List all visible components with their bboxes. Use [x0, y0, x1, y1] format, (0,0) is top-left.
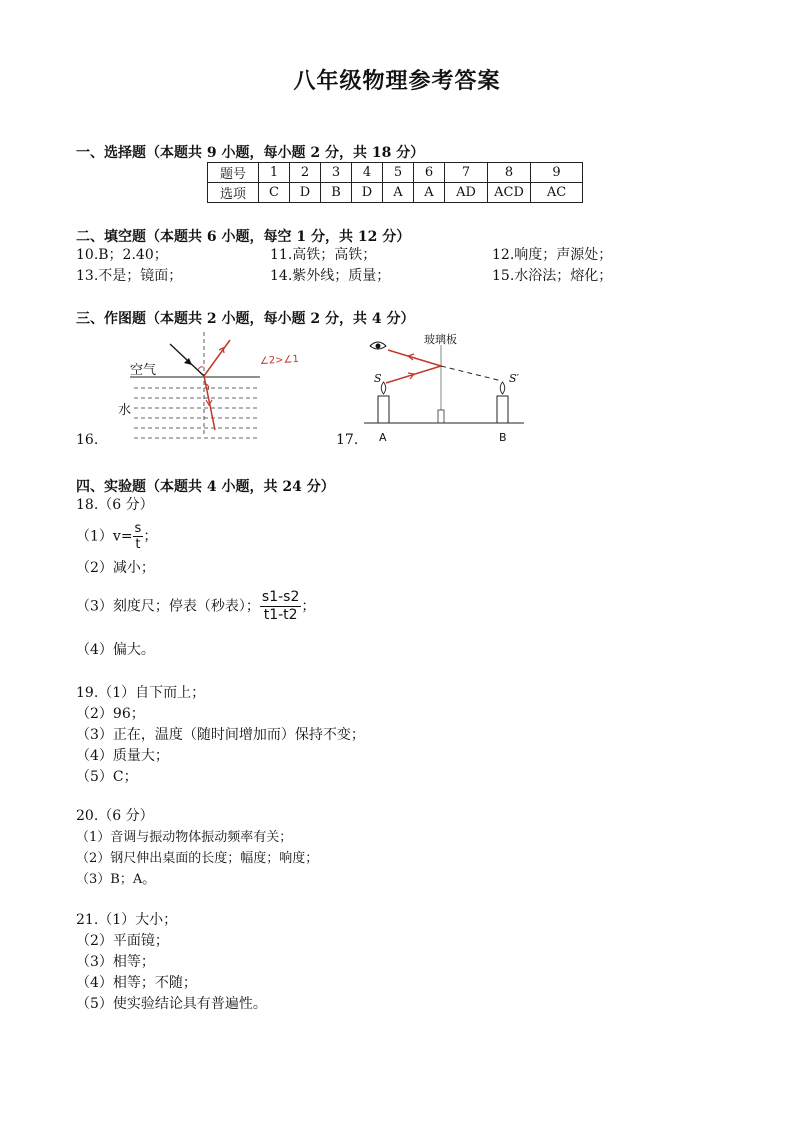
table-cell: 9: [531, 163, 583, 183]
q21-answers: [76, 910, 267, 1015]
fill-answer-15: 15.水浴法；熔化；: [492, 268, 613, 284]
candle-a-label: A: [379, 431, 387, 444]
fraction-numerator: s1-s2: [261, 589, 300, 605]
q18-heading: 18.（6 分）: [76, 497, 154, 513]
list-item: （4）质量大；: [76, 748, 169, 764]
fill-answer-10: 10.B；2.40；: [76, 247, 168, 263]
table-cell: 5: [383, 163, 414, 183]
mirror-imaging-diagram: [364, 330, 534, 442]
table-cell: 4: [352, 163, 383, 183]
candle-a: [378, 396, 389, 423]
q18-part3-suffix: ；: [301, 598, 316, 615]
reflected-ray: [204, 340, 230, 376]
fill-answer-11: 11.高铁；高铁；: [270, 247, 377, 263]
table-cell: AC: [531, 183, 583, 203]
list-item: （2）平面镜；: [76, 933, 169, 949]
q18-part4: （4）偏大。: [76, 642, 155, 658]
q18-part2: （2）减小；: [76, 560, 155, 576]
fraction-denominator: t: [135, 537, 141, 552]
fill-answer-12: 12.响度；声源处；: [492, 247, 613, 263]
table-row: [208, 183, 583, 203]
source-s-label: S: [374, 372, 382, 385]
image-s-prime-label: S′: [509, 372, 520, 385]
list-item: 20.（6 分）: [76, 808, 154, 824]
water-label: 水: [118, 403, 132, 418]
q19-answers: [76, 683, 365, 788]
table-cell: B: [321, 183, 352, 203]
table-cell: 1: [259, 163, 290, 183]
q18-part1: [76, 521, 157, 552]
table-row: [208, 163, 583, 183]
table-header-cell: 选项: [208, 183, 259, 203]
fraction-denominator: t1-t2: [263, 607, 298, 623]
flame-icon: [381, 382, 386, 394]
glass-plate-label: 玻璃板: [424, 333, 457, 346]
q18-part1-prefix: （1）v=: [76, 528, 133, 545]
section3-heading: 三、作图题（本题共 2 小题，每小题 2 分，共 4 分）: [76, 311, 415, 327]
q20-answers: [76, 806, 318, 890]
list-item: 19.（1）自下而上；: [76, 685, 206, 701]
fill-answer-14: 14.紫外线；质量；: [270, 268, 391, 284]
table-cell: AD: [445, 183, 488, 203]
refraction-diagram: [112, 330, 300, 442]
figure17-number: 17.: [336, 432, 359, 448]
candle-b-label: B: [499, 431, 507, 444]
page-title: 八年级物理参考答案: [293, 68, 501, 94]
eye-pupil: [376, 344, 381, 349]
section4-heading: 四、实验题（本题共 4 小题，共 24 分）: [76, 479, 335, 495]
table-header-cell: 题号: [208, 163, 259, 183]
refracted-ray: [204, 376, 215, 430]
reflected-ray: [388, 350, 441, 366]
list-item: 21.（1）大小；: [76, 912, 178, 928]
table-cell: 3: [321, 163, 352, 183]
table-cell: ACD: [488, 183, 531, 203]
table-cell: A: [414, 183, 445, 203]
table-cell: 6: [414, 163, 445, 183]
water-region: [134, 388, 260, 438]
list-item: （3）相等；: [76, 954, 155, 970]
list-item: （2）96；: [76, 706, 145, 722]
list-item: （4）相等；不随；: [76, 975, 197, 991]
air-label: 空气: [130, 363, 157, 378]
table-cell: D: [352, 183, 383, 203]
table-cell: 8: [488, 163, 531, 183]
section2-heading: 二、填空题（本题共 6 小题，每空 1 分，共 12 分）: [76, 229, 411, 245]
table-cell: 2: [290, 163, 321, 183]
section1-heading: 一、选择题（本题共 9 小题，每小题 2 分，共 18 分）: [76, 145, 425, 161]
answer-table: [207, 162, 583, 203]
glass-plate-stand: [438, 410, 444, 423]
angle-mark: [198, 367, 203, 370]
table-cell: 7: [445, 163, 488, 183]
list-item: （5）使实验结论具有普遍性。: [76, 996, 267, 1012]
angle-note: ∠2>∠1: [259, 353, 300, 367]
q18-part1-suffix: ；: [143, 528, 158, 545]
virtual-ray-extension: [441, 366, 502, 381]
average-speed-formula: [260, 589, 301, 624]
list-item: （3）B；A。: [76, 872, 156, 887]
flame-icon: [500, 382, 505, 394]
candle-b: [497, 396, 508, 423]
fill-answer-13: 13.不是；镜面；: [76, 268, 183, 284]
q18-part3: [76, 589, 315, 624]
velocity-formula: [133, 521, 144, 552]
table-cell: D: [290, 183, 321, 203]
table-cell: C: [259, 183, 290, 203]
fraction-numerator: s: [134, 521, 142, 536]
list-item: （1）音调与振动物体振动频率有关；: [76, 830, 293, 845]
list-item: （2）钢尺伸出桌面的长度；幅度；响度；: [76, 851, 319, 866]
table-cell: A: [383, 183, 414, 203]
list-item: （3）正在，温度（随时间增加而）保持不变；: [76, 727, 365, 743]
figure16-number: 16.: [76, 432, 99, 448]
list-item: （5）C；: [76, 769, 138, 785]
q18-part3-prefix: （3）刻度尺；停表（秒表）；: [76, 598, 260, 615]
